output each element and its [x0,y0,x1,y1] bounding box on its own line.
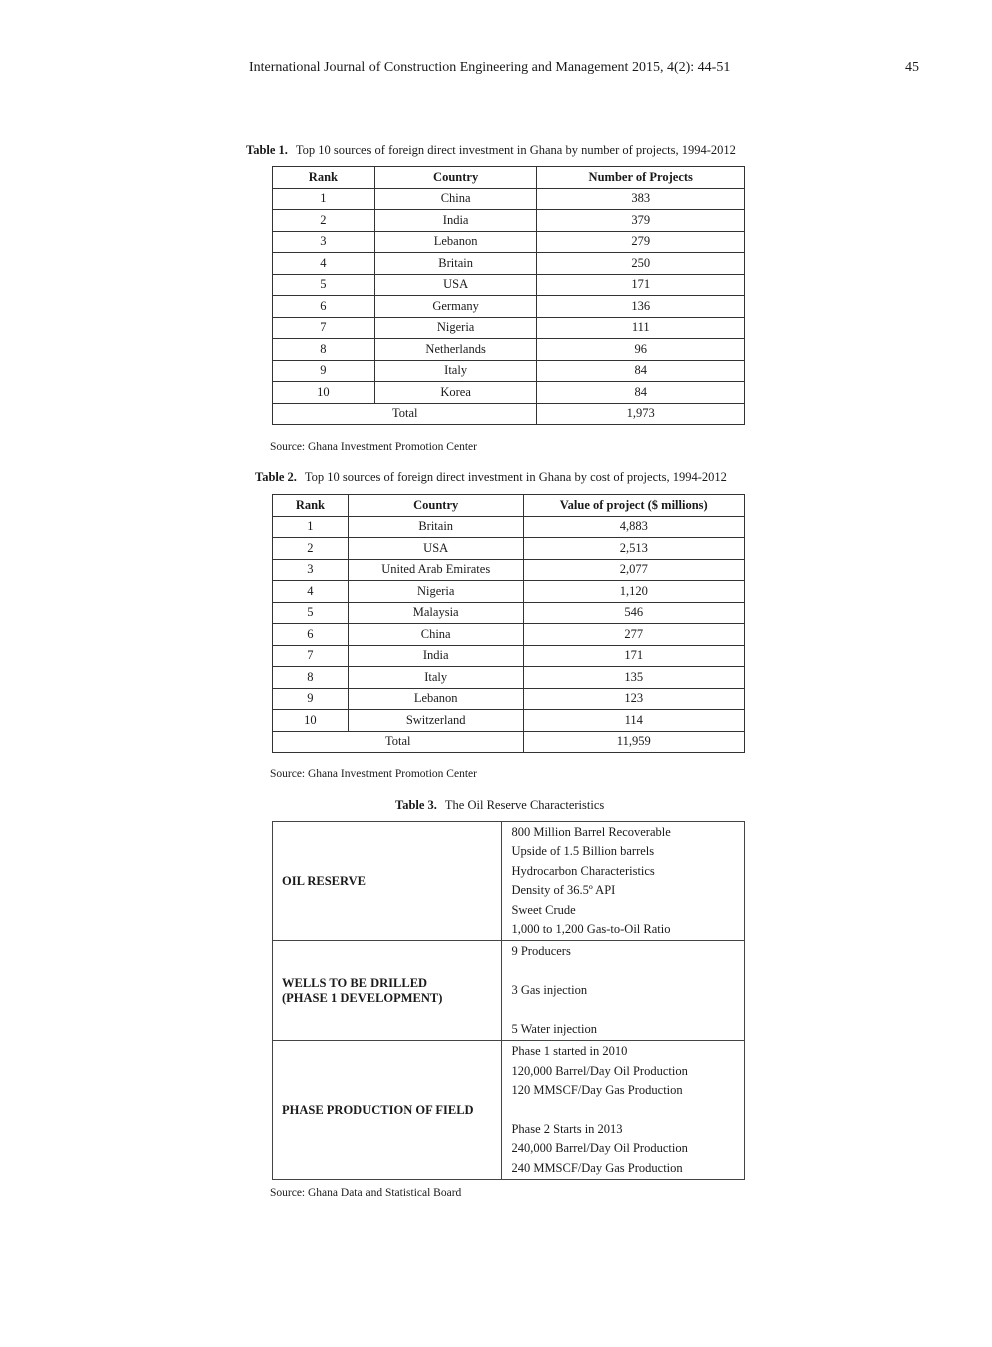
value-cell: 171 [523,645,744,667]
table1-label: Table 1. [246,143,288,157]
country-cell: Lebanon [374,231,537,253]
country-cell: Britain [348,516,523,538]
value-cell: 123 [523,688,744,710]
table-row [273,516,745,538]
column-header-country: Country [348,495,523,517]
detail-line: 800 Million Barrel Recoverable [511,825,671,839]
detail-line: 240 MMSCF/Day Gas Production [511,1160,683,1175]
total-label: Total [273,403,537,425]
table-row [273,253,745,275]
rank-cell: 3 [273,559,349,581]
table-row [273,210,745,232]
rank-cell: 10 [273,710,349,732]
column-header-country: Country [374,167,537,189]
table-total-row [273,731,745,753]
column-header-rank: Rank [273,167,375,189]
table-row [273,602,745,624]
row-label [273,941,502,1041]
rank-cell: 8 [273,339,375,361]
row-label-line: (PHASE 1 DEVELOPMENT) [282,990,443,1005]
value-cell: 2,513 [523,538,744,560]
value-cell: 84 [537,382,745,404]
detail-line: Upside of 1.5 Billion barrels [511,844,655,859]
detail-line: 9 Producers [511,944,571,959]
value-cell: 135 [523,667,744,689]
country-cell: Britain [374,253,537,275]
table-row [273,188,745,210]
table2-caption [255,470,727,485]
table1-title: Top 10 sources of foreign direct investment in Ghana by number of projects, 1994-2012 [295,143,736,157]
row-details [502,822,745,941]
table-total-row [273,403,745,425]
detail-line: Hydrocarbon Characteristics [511,863,655,878]
total-value: 1,973 [537,403,745,425]
table1 [272,166,745,425]
country-cell: Switzerland [348,710,523,732]
table2 [272,494,745,753]
country-cell: USA [374,274,537,296]
detail-line: Phase 2 Starts in 2013 [511,1122,623,1137]
table-row [273,317,745,339]
table-header-row [273,495,745,517]
table-row [273,710,745,732]
table-row [273,688,745,710]
table-row [273,667,745,689]
country-cell: United Arab Emirates [348,559,523,581]
table-row [273,274,745,296]
column-header-projects: Number of Projects [537,167,745,189]
rank-cell: 6 [273,624,349,646]
country-cell: USA [348,538,523,560]
detail-line: Phase 1 started in 2010 [511,1044,628,1059]
country-cell: Nigeria [348,581,523,603]
detail-line: 120,000 Barrel/Day Oil Production [511,1063,688,1078]
value-cell: 171 [537,274,745,296]
country-cell: Nigeria [374,317,537,339]
country-cell: China [374,188,537,210]
row-details [502,1041,745,1180]
country-cell: India [348,645,523,667]
rank-cell: 5 [273,602,349,624]
table-row [273,360,745,382]
table-row [273,296,745,318]
table3-source: Source: Ghana Data and Statistical Board [270,1187,462,1199]
detail-line: 120 MMSCF/Day Gas Production [511,1083,683,1098]
country-cell: India [374,210,537,232]
country-cell: Malaysia [348,602,523,624]
table2-label: Table 2. [255,470,297,484]
rank-cell: 1 [273,188,375,210]
value-cell: 546 [523,602,744,624]
table1-caption [246,143,736,158]
value-cell: 250 [537,253,745,275]
table2-title: Top 10 sources of foreign direct investment in Ghana by cost of projects, 1994-2012 [304,470,727,484]
country-cell: China [348,624,523,646]
value-cell: 2,077 [523,559,744,581]
table-row [273,382,745,404]
value-cell: 379 [537,210,745,232]
value-cell: 136 [537,296,745,318]
row-label: OIL RESERVE [273,822,502,941]
table-row [273,581,745,603]
value-cell: 96 [537,339,745,361]
running-header [0,60,992,80]
table-row [273,1041,745,1180]
table-row [273,941,745,1041]
table-row [273,339,745,361]
table-row [273,538,745,560]
detail-line: 5 Water injection [511,1022,597,1037]
country-cell: Italy [374,360,537,382]
table-row [273,645,745,667]
rank-cell: 10 [273,382,375,404]
country-cell: Italy [348,667,523,689]
rank-cell: 5 [273,274,375,296]
value-cell: 114 [523,710,744,732]
detail-line: 1,000 to 1,200 Gas-to-Oil Ratio [511,922,671,937]
table-row [273,231,745,253]
total-label: Total [273,731,524,753]
table3 [272,821,745,1180]
detail-line: 3 Gas injection [511,983,588,998]
table3-title: The Oil Reserve Characteristics [444,798,605,812]
value-cell: 277 [523,624,744,646]
value-cell: 1,120 [523,581,744,603]
table-row [273,559,745,581]
country-cell: Lebanon [348,688,523,710]
value-cell: 84 [537,360,745,382]
country-cell: Netherlands [374,339,537,361]
country-cell: Korea [374,382,537,404]
value-cell: 111 [537,317,745,339]
page-number: 45 [905,60,919,75]
row-details [502,941,745,1041]
rank-cell: 3 [273,231,375,253]
table3-label: Table 3. [395,798,437,812]
total-value: 11,959 [523,731,744,753]
rank-cell: 4 [273,581,349,603]
table-row [273,624,745,646]
table1-source: Source: Ghana Investment Promotion Center [270,441,477,453]
row-label-line: WELLS TO BE DRILLED [282,975,428,990]
detail-line: 240,000 Barrel/Day Oil Production [511,1141,688,1156]
rank-cell: 4 [273,253,375,275]
detail-line: Sweet Crude [511,902,576,917]
value-cell: 4,883 [523,516,744,538]
table-header-row [273,167,745,189]
value-cell: 383 [537,188,745,210]
rank-cell: 9 [273,360,375,382]
table2-source: Source: Ghana Investment Promotion Center [270,768,477,780]
column-header-value: Value of project ($ millions) [523,495,744,517]
rank-cell: 9 [273,688,349,710]
value-cell: 279 [537,231,745,253]
rank-cell: 7 [273,317,375,339]
rank-cell: 1 [273,516,349,538]
rank-cell: 7 [273,645,349,667]
table-row [273,822,745,941]
country-cell: Germany [374,296,537,318]
rank-cell: 6 [273,296,375,318]
column-header-rank: Rank [273,495,349,517]
rank-cell: 2 [273,210,375,232]
table3-caption [395,798,604,813]
detail-line: Density of 36.5º API [511,883,616,898]
row-label: PHASE PRODUCTION OF FIELD [273,1041,502,1180]
rank-cell: 8 [273,667,349,689]
rank-cell: 2 [273,538,349,560]
journal-citation: International Journal of Construction Engineering and Management 2015, 4(2): 44-51 [249,60,731,75]
